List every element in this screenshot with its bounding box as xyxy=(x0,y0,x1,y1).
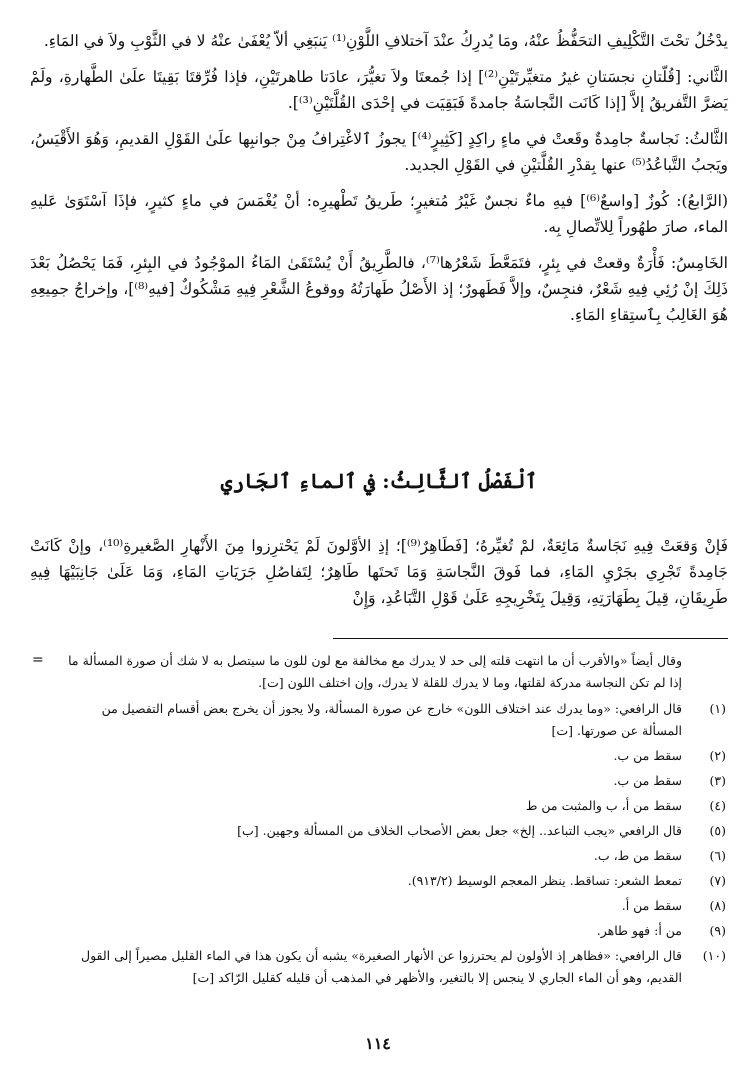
footnote-number: (٧) xyxy=(709,873,726,888)
footnote xyxy=(58,698,726,742)
footnote xyxy=(58,820,726,842)
footnote-number: (٢) xyxy=(709,748,726,763)
footnote-text: سقط من ط، ب. xyxy=(593,848,682,863)
footnote-text: سقط من أ. xyxy=(621,898,682,913)
footnote-number: (١٠) xyxy=(702,948,726,963)
footnote-number: (٩) xyxy=(709,923,726,938)
chapter-heading: ٱلْفَصْلُ ٱلثَّالِثُ: في ٱلماءِ ٱلجَاري xyxy=(220,469,538,493)
main-body-text xyxy=(30,28,728,338)
footnote xyxy=(58,895,726,917)
footnote xyxy=(58,920,726,942)
footnote xyxy=(58,845,726,867)
footnote-number: (٣) xyxy=(709,773,726,788)
page-number: ١١٤ xyxy=(365,1034,391,1053)
body-paragraph: يدْخُلُ تحْتَ التَّكْلِيفِ التحَفُّظُ عنْهُ، ومَا يُدرِكُ عنْدَ آختلافِ اللَّوْنِ⁽¹⁾ يَنبَغِي ألاّ يُعْفَىٰ عنْهُ لا في الثَّوْبِ ولاَ في المَاءِ. xyxy=(43,32,728,50)
footnote-number: (٥) xyxy=(709,823,726,838)
footnote-divider xyxy=(333,638,728,639)
footnote-text: تمعط الشعر: تساقط. ينظر المعجم الوسيط (٩١٣/٢). xyxy=(407,873,682,888)
footnote-number: (٨) xyxy=(709,898,726,913)
footnote-continuation-mark: = xyxy=(32,652,44,668)
footnote xyxy=(58,945,726,989)
footnotes-section xyxy=(58,650,726,992)
footnote xyxy=(58,745,726,767)
footnote-number: (١) xyxy=(709,701,726,716)
footnote-text: من أ: فهو طاهر. xyxy=(596,923,682,938)
footnote-text: سقط من ب. xyxy=(613,748,682,763)
footnote xyxy=(58,870,726,892)
chapter-paragraph: فَإنْ وَقعَتْ فِيهِ نَجَاسةٌ مَائِعَةٌ، لمْ تُغيِّرهُ؛ [فَطَاهِرٌ⁽⁹⁾]؛ إذِ الأوَّلونَ لَمْ يَحْترِزوا مِنَ الأَنْهارِ الصَّغيرةِ⁽¹⁰⁾، وإنْ كَانَتْ جَامِدةً تَجْرِي بجَرْيِ المَاءِ، فما فَوقَ النَّجاسَةِ وَمَا تَحتَها طَاهِرٌ؛ لِتَفاصُلِ جَرَيَاتِ المَاءِ، وَمَا عَلَىٰ جَانِبَيْهَا فِيهِ طَرِيقَانِ، قِيلَ بِطَهَارَتِهِ، وَقِيلَ بِتَخْرِيجِهِ عَلَىٰ قَوْلِ التَّبَاعُدِ، وَإِنْ xyxy=(30,537,728,607)
body-paragraph: الخَامِسُ: فَأْرَةٌ وقعتْ في بِئرٍ، فتَمَعَّطَ شَعْرُها⁽⁷⁾، فالطَّرِيقُ أَنْ يُسْتَقَىٰ المَاءُ الموْجُودُ في البِئرِ، فَمَا يَحْصُلُ بَعْدَ ذَلِكَ إنْ رُئِي فِيهِ شَعْرٌ، فنجِسٌ، وإلاَّ فَطَهورٌ؛ إذ الأَصْلُ طَهارَتُهُ ووقوعُ الشَّعْرِ فِيهِ مَشْكُوكٌ [فيهِ⁽⁸⁾]، وإخراجُ جمِيعِهِ هُوَ الغَالِبُ بِٱستِقاءِ المَاءِ. xyxy=(30,254,728,324)
footnote-text: سقط من ب. xyxy=(613,773,682,788)
footnote-text: قال الرافعي: «فظاهر إذ الأولون لم يحترزوا عن الأنهار الصغيرة» يشبه أن يكون هذا في الماء القليل مصيراً إلى القول القديم، وهو أن الماء الجاري لا ينجس إلا بالتغير، والأظهر في المذهب أن قليله كقليل الرّاكد [ت] xyxy=(80,948,682,985)
footnote-text: قال الرافعي: «وما يدرك عند اختلاف اللون» خارج عن صورة المسألة، ولا يجوز أن يخرج بعض أقسام التفصيل من المسألة عن صورتها. [ت] xyxy=(101,701,682,738)
footnote-text: قال الرافعي «يجب التباعد.. إلخ» جعل بعض الأصحاب الخلاف من المسألة وجهين. [ب] xyxy=(237,823,682,838)
footnote-continuation-text: وقال أيضاً «والأقرب أن ما انتهت قلته إلى حد لا يدرك مع مخالفة مع لون للون ما سيتصل به لا شك أن صورة المسألة ما إذا لم تكن النجاسة مدركة لقلتها، وما لا يدرك للقلة لا يدرك، وإن اختلف اللون [ت]. xyxy=(68,653,682,690)
footnote-number: (٦) xyxy=(709,848,726,863)
body-paragraph: الثَّالثُ: نَجاسةٌ جامِدةٌ وقَعتْ في ماءٍ راكِدٍ [كَثِيرٍ⁽⁴⁾] يجوزُ ٱلاغْتِرافُ مِنْ جوانبِها علَىٰ القَوْلِ القديمِ، وَهُوَ الأَقْيَسُ، ويَجبُ التَّباعُدُ⁽⁵⁾ عنها بِقدْرِ القُلَّتيْنِ في القَوْلِ الجديد. xyxy=(30,130,729,174)
footnote xyxy=(58,795,726,817)
footnote-number: (٤) xyxy=(709,798,726,813)
footnote-text: سقط من أ، ب والمثبت من ط xyxy=(525,798,682,813)
body-paragraph: الثَّاني: [قُلّتانِ نجسَتانِ غيرُ متغيِّرتَيْنِ⁽²⁾] إذا جُمعتَا ولاَ تغيُّرَ، عادَتا طاهرتَيْنِ، فإذا فُرِّقتَا بَقِيتَا علَىٰ الطَّهارةِ، ولَمْ يَضرَّ التَّفريقُ إلاَّ [إذا كَانَت النَّجاسَةُ جامدةً فَبَقِيَت في إحْدَى القُلَّتَيْنِ⁽³⁾]. xyxy=(30,68,728,112)
footnote xyxy=(58,770,726,792)
body-paragraph: (الرَّابعُ): كُوزٌ [واسعٌ⁽⁶⁾] فيهِ ماءٌ نجسٌ غَيْرُ مُتغيرٍ؛ طَريقُ تَطْهيرِه: أنْ يُغْمَسَ في ماءٍ كثيرٍ، فإذَا آسْتَوَىٰ عَليهِ الماء، صارَ طهُوراً لِلاتِّصالِ بِه. xyxy=(30,192,728,236)
